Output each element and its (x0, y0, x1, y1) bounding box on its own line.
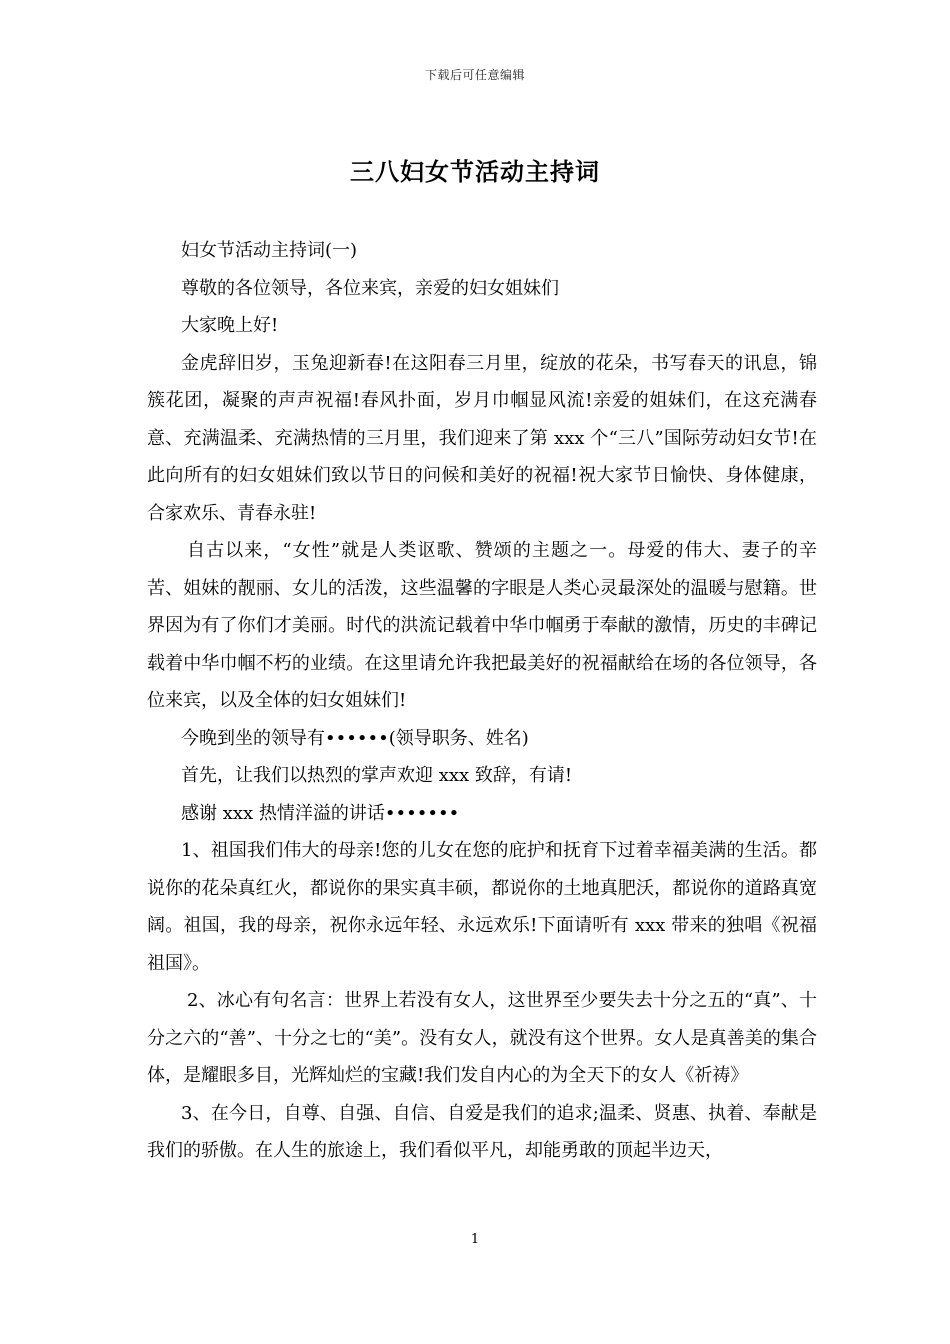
paragraph-item-1: 1、祖国我们伟大的母亲!您的儿女在您的庇护和抚育下过着幸福美满的生活。都说你的花朵真红火，都说你的果实真丰硕，都说你的土地真肥沃，都说你的道路真宽阔。祖国，我的母亲，祝你永远年轻、永远欢乐!下面请听有 xxx 带来的独唱《祝福祖国》。 (147, 840, 817, 974)
paragraph-item-3: 3、在今日，自尊、自强、自信、自爱是我们的追求;温柔、贤惠、执着、奉献是我们的骄傲。在人生的旅途上，我们看似平凡，却能勇敢的顶起半边天， (147, 1102, 817, 1161)
paragraph-greeting-audience: 尊敬的各位领导，各位来宾，亲爱的妇女姐妹们 (181, 277, 559, 299)
paragraph-opening: 金虎辞旧岁，玉兔迎新春!在这阳春三月里，绽放的花朵，书写春天的讯息，锦簇花团，凝聚的声声祝福!春风扑面，岁月巾帼显风流!亲爱的姐妹们，在这充满春意、充满温柔、充满热情的三月里，我们迎来了第 xxx 个“三八”国际劳动妇女节!在此向所有的妇女姐妹们致以节日的问候和美好的祝福!祝大家节日愉快、身体健康，合家欢乐、青春永驻! (147, 352, 817, 524)
document-body (147, 232, 817, 1170)
paragraph-item-2: 2、冰心有句名言：世界上若没有女人，这世界至少要失去十分之五的“真”、十分之六的“善”、十分之七的“美”。没有女人，就没有这个世界。女人是真善美的集合体，是耀眼多目，光辉灿烂的宝藏!我们发自内心的为全天下的女人《祈祷》 (147, 990, 817, 1086)
paragraph-women-praise: 自古以来，“女性”就是人类讴歌、赞颂的主题之一。母爱的伟大、妻子的辛苦、姐妹的靓丽、女儿的活泼，这些温馨的字眼是人类心灵最深处的温暖与慰籍。世界因为有了你们才美丽。时代的洪流记载着中华巾帼勇于奉献的激情，历史的丰碑记载着中华巾帼不朽的业绩。在这里请允许我把最美好的祝福献给在场的各位领导，各位来宾，以及全体的妇女姐妹们! (147, 540, 817, 711)
paragraph-thanks: 感谢 xxx 热情洋溢的讲话••••••• (181, 802, 460, 824)
paragraph-leaders: 今晚到坐的领导有••••••(领导职务、姓名) (181, 727, 529, 749)
paragraph-heading: 妇女节活动主持词(一) (181, 240, 358, 261)
document-title: 三八妇女节活动主持词 (350, 157, 600, 186)
header-note: 下载后可任意编辑 (424, 68, 525, 82)
paragraph-greeting-evening: 大家晚上好! (181, 315, 279, 336)
page-number: 1 (470, 1232, 480, 1247)
paragraph-welcome-speech: 首先，让我们以热烈的掌声欢迎 xxx 致辞，有请! (181, 765, 573, 786)
